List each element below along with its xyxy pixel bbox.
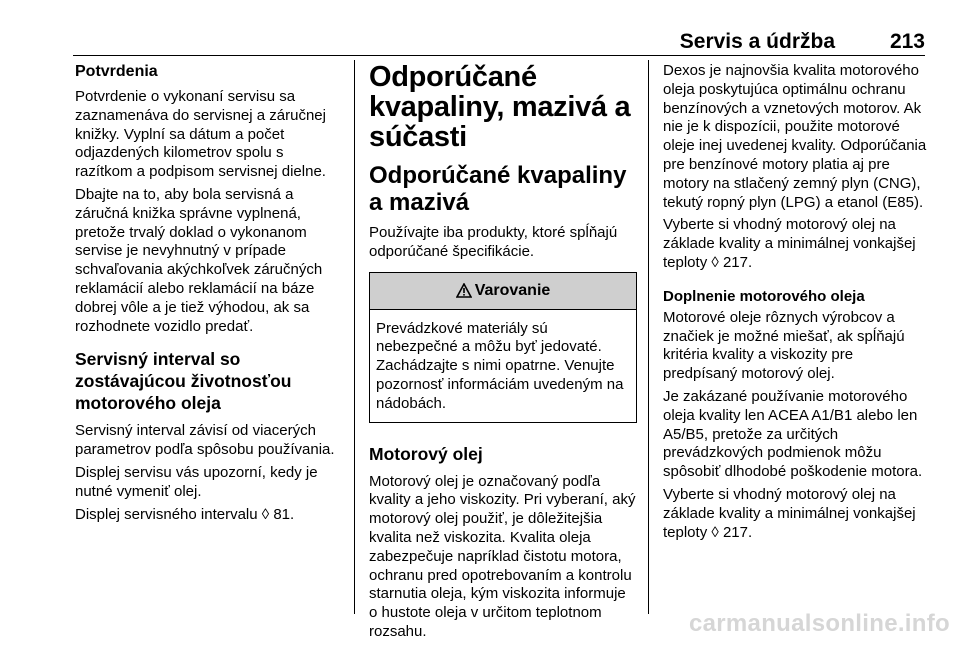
- paragraph: Používajte iba produkty, ktoré spĺňajú odporúčané špecifikácie.: [369, 224, 618, 260]
- warning-box: [369, 272, 637, 423]
- column-left: [75, 62, 343, 528]
- paragraph: Dbajte na to, aby bola servisná a záručná knižka správne vyplnená, pretože trvalý doklad o vykonanom servise je nevyhnutný v prípade schvaľovania akýchkoľvek záručných reklamácií alebo reklamácií na báze dobrej vôle a je tiež výhodou, ak sa rozhodnete vozidlo predať.: [75, 185, 323, 335]
- paragraph: Potvrdenie o vykonaní servisu sa zaznamenáva do servisnej a záručnej knižky. Vyplní sa dátum a počet odjazdených kilometrov spolu s razítkom a podpisom servisnej dielne.: [75, 88, 326, 181]
- section-title: Servis a údržba: [679, 30, 835, 53]
- paragraph: Servisný interval závisí od viacerých parametrov podľa spôsobu používania.: [75, 422, 335, 459]
- heading-recommended-fluids: Odporúčané kvapaliny, mazivá a súčasti: [369, 61, 631, 153]
- column-right: [663, 62, 931, 546]
- column-middle: [369, 62, 637, 646]
- heading-fluids-lubricants: Odporúčané kvapaliny a mazivá: [369, 162, 627, 216]
- paragraph: Motorové oleje rôznych výrobcov a značiek je možné miešať, ak spĺňajú kritéria kvality a viskozity pre predpísaný motorový olej.: [663, 308, 905, 383]
- warning-text: Prevádzkové materiály sú nebezpečné a môžu byť jedovaté. Zachádzajte s nimi opatrne. Venujte pozornosť informáciám uvedeným na nádobách.: [376, 319, 624, 412]
- column-divider: [648, 60, 649, 614]
- heading-oil-topup: Doplnenie motorového oleja: [663, 287, 865, 305]
- paragraph: Je zakázané používanie motorového oleja kvality len ACEA A1/B1 alebo len A5/B5, pretože za určitých prevádzkových podmienok môžu spôsobiť dlhodobé poškodenie motora.: [663, 387, 923, 481]
- page-number: 213: [889, 30, 925, 53]
- paragraph: Displej servisu vás upozorní, kedy je nutné vymeniť olej.: [75, 463, 318, 500]
- column-divider: [354, 60, 355, 614]
- heading-confirmations: Potvrdenia: [75, 63, 158, 80]
- warning-body: [370, 310, 636, 422]
- watermark: carmanualsonline.info: [688, 610, 950, 637]
- header-rule: [73, 55, 925, 56]
- paragraph: Motorový olej je označovaný podľa kvality a jeho viskozity. Pri vyberaní, aký motorový olej použiť, je dôležitejšia kvalita než viskozita. Kvalita oleja zabezpečuje napríklad čistotu motora, ochranu pred opotrebovaním a kontrolu starnutia oleja, kým viskozita informuje o hustote oleja v určitom teplotnom rozsahu.: [369, 472, 636, 640]
- warning-triangle-icon: [456, 283, 472, 298]
- heading-service-interval: Servisný interval so zostávajúcou životnosťou motorového oleja: [75, 349, 292, 414]
- paragraph-link-ref: Displej servisného intervalu ◊ 81.: [75, 505, 295, 523]
- heading-engine-oil: Motorový olej: [369, 443, 483, 464]
- warning-header: [370, 273, 636, 310]
- paragraph-link-ref: Vyberte si vhodný motorový olej na základe kvality a minimálnej vonkajšej teploty ◊ 217.: [663, 485, 916, 541]
- paragraph-link-ref: Vyberte si vhodný motorový olej na základe kvality a minimálnej vonkajšej teploty ◊ 217.: [663, 216, 916, 271]
- warning-title: Varovanie: [474, 281, 551, 299]
- paragraph: Dexos je najnovšia kvalita motorového oleja poskytujúca optimálnu ochranu benzínových a vznetových motorov. Ak nie je k dispozícii, použite motorové oleje inej uvedenej kvality. Odporúčania pre benzínové motory platia aj pre motory na stlačený zemný plyn (CNG), tekutý ropný plyn (LPG) a etanol (E85).: [663, 62, 927, 211]
- page-header: [0, 0, 960, 56]
